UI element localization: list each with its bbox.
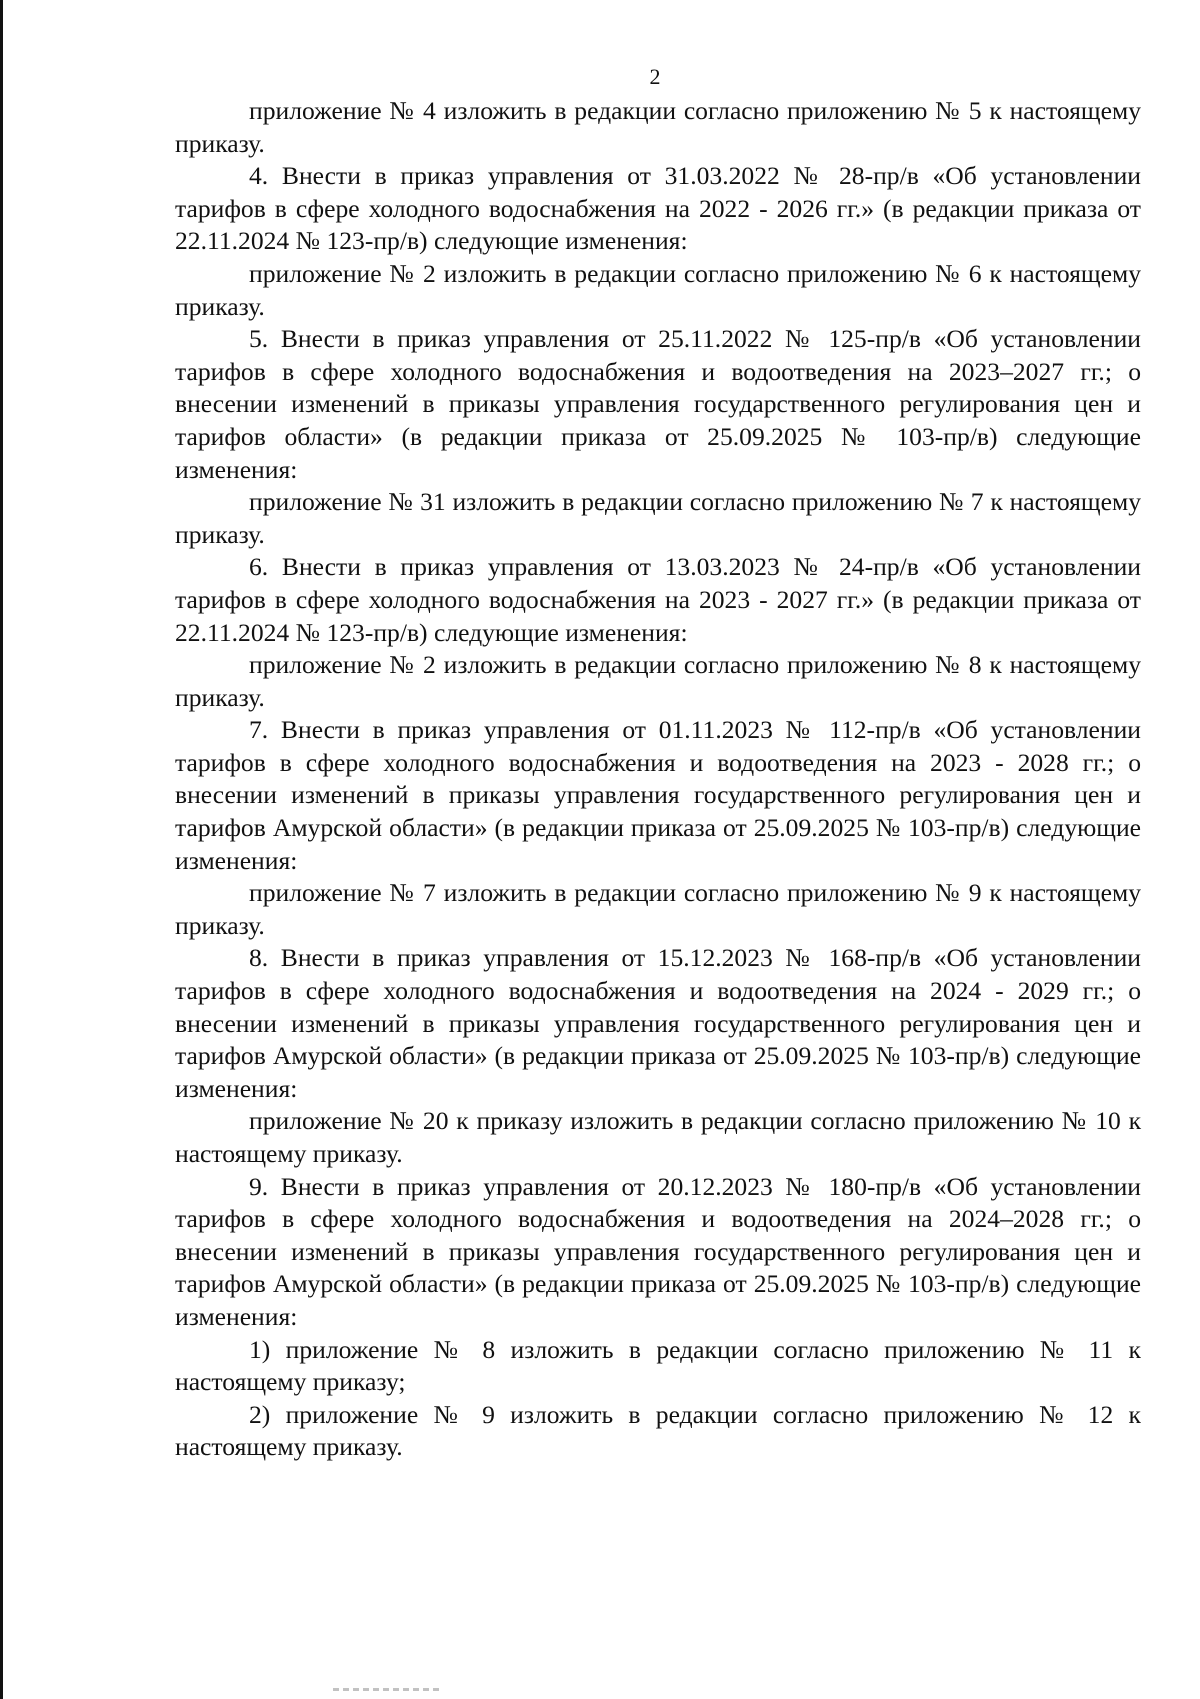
- paragraph-item-8: 8. Внести в приказ управления от 15.12.2023 № 168-пр/в «Об установлении тарифов в сфере холодного водоснабжения и водоотведения на 2024 - 2029 гг.; о внесении изменений в приказы управления государственного регулирования цен и тарифов Амурской области» (в редакции приказа от 25.09.2025 № 103-пр/в) следующие изменения:: [175, 943, 1141, 1103]
- paragraph-appendix-2-to-8: приложение № 2 изложить в редакции согласно приложению № 8 к настоящему приказу.: [175, 650, 1141, 712]
- paragraph-appendix-4: приложение № 4 изложить в редакции согласно приложению № 5 к настоящему приказу.: [175, 96, 1141, 158]
- page-number: 2: [649, 64, 661, 89]
- paragraph-subitem-1: 1) приложение № 8 изложить в редакции согласно приложению № 11 к настоящему приказу;: [175, 1334, 1141, 1397]
- paragraph-item-9: 9. Внести в приказ управления от 20.12.2023 № 180-пр/в «Об установлении тарифов в сфере холодного водоснабжения и водоотведения на 2024–2028 гг.; о внесении изменений в приказы управления государственного регулирования цен и тарифов Амурской области» (в редакции приказа от 25.09.2025 № 103-пр/в) следующие изменения:: [175, 1171, 1141, 1331]
- paragraph-appendix-31: приложение № 31 изложить в редакции согласно приложению № 7 к настоящему приказу.: [175, 487, 1141, 549]
- paragraph-item-5: 5. Внести в приказ управления от 25.11.2022 № 125-пр/в «Об установлении тарифов в сфере холодного водоснабжения и водоотведения на 2023–2027 гг.; о внесении изменений в приказы управления государственного регулирования цен и тарифов области» (в редакции приказа от 25.09.2025 № 103-пр/в) следующие изменения:: [175, 324, 1141, 484]
- paragraph-subitem-2: 2) приложение № 9 изложить в редакции согласно приложению № 12 к настоящему приказу.: [175, 1399, 1141, 1462]
- paragraph-item-4: 4. Внести в приказ управления от 31.03.2022 № 28-пр/в «Об установлении тарифов в сфере холодного водоснабжения на 2022 - 2026 гг.» (в редакции приказа от 22.11.2024 № 123-пр/в) следующие изменения:: [175, 161, 1141, 256]
- document-body: [175, 95, 1141, 1464]
- paragraph-appendix-7: приложение № 7 изложить в редакции согласно приложению № 9 к настоящему приказу.: [175, 878, 1141, 940]
- paragraph-item-7: 7. Внести в приказ управления от 01.11.2023 № 112-пр/в «Об установлении тарифов в сфере холодного водоснабжения и водоотведения на 2023 - 2028 гг.; о внесении изменений в приказы управления государственного регулирования цен и тарифов Амурской области» (в редакции приказа от 25.09.2025 № 103-пр/в) следующие изменения:: [175, 715, 1141, 875]
- paragraph-appendix-20: приложение № 20 к приказу изложить в редакции согласно приложению № 10 к настоящему приказу.: [175, 1106, 1141, 1168]
- scan-artifact-line: [333, 1688, 443, 1691]
- paragraph-item-6: 6. Внести в приказ управления от 13.03.2023 № 24-пр/в «Об установлении тарифов в сфере холодного водоснабжения на 2023 - 2027 гг.» (в редакции приказа от 22.11.2024 № 123-пр/в) следующие изменения:: [175, 552, 1141, 647]
- paragraph-appendix-2-to-6: приложение № 2 изложить в редакции согласно приложению № 6 к настоящему приказу.: [175, 258, 1141, 321]
